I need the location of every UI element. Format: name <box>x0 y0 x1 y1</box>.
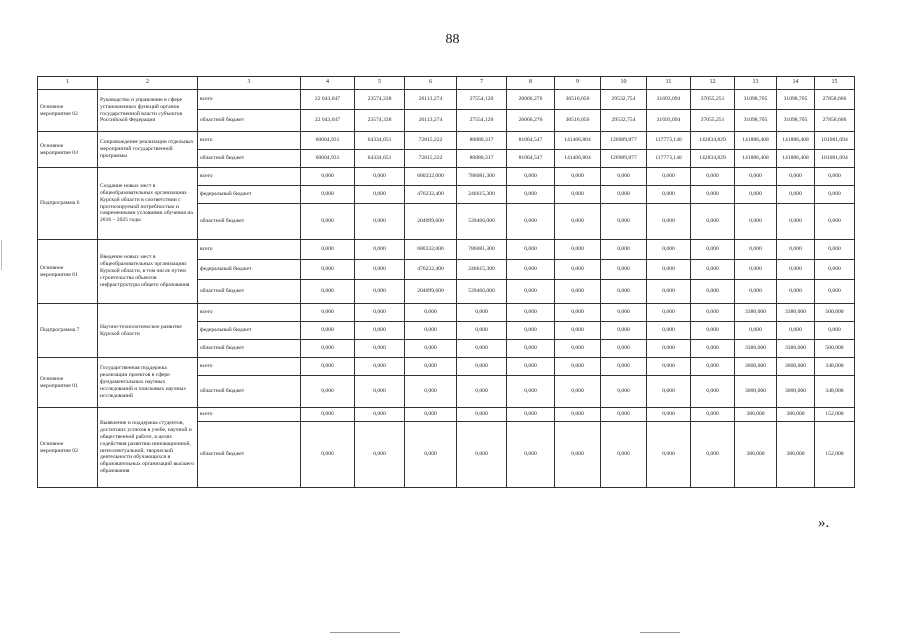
amount-cell: 0,000 <box>815 260 855 280</box>
amount-cell: 80880,317 <box>457 150 507 168</box>
table-row <box>38 168 855 186</box>
amount-cell: 31693,094 <box>647 90 691 110</box>
amount-cell: 64334,651 <box>355 132 405 150</box>
column-header: 14 <box>777 77 815 90</box>
funding-source-cell: всего <box>198 90 301 110</box>
amount-cell: 0,000 <box>601 186 647 204</box>
amount-cell: 500,000 <box>815 304 855 322</box>
amount-cell: 31693,094 <box>647 110 691 132</box>
amount-cell: 27858,606 <box>815 90 855 110</box>
funding-source-cell: областной бюджет <box>198 204 301 240</box>
column-header: 12 <box>691 77 735 90</box>
amount-cell: 0,000 <box>691 260 735 280</box>
amount-cell: 0,000 <box>507 168 555 186</box>
amount-cell: 26066,276 <box>507 110 555 132</box>
amount-cell: 0,000 <box>647 422 691 488</box>
amount-cell: 0,000 <box>735 168 777 186</box>
amount-cell: 27554,120 <box>457 90 507 110</box>
column-header: 5 <box>355 77 405 90</box>
amount-cell: 3000,000 <box>777 376 815 408</box>
amount-cell: 0,000 <box>507 280 555 304</box>
amount-cell: 29532,754 <box>601 90 647 110</box>
amount-cell: 152,000 <box>815 408 855 422</box>
amount-cell: 0,000 <box>301 408 355 422</box>
amount-cell: 0,000 <box>601 408 647 422</box>
amount-cell: 141886,408 <box>735 132 777 150</box>
amount-cell: 0,000 <box>777 322 815 340</box>
amount-cell: 0,000 <box>601 304 647 322</box>
amount-cell: 0,000 <box>355 322 405 340</box>
amount-cell: 0,000 <box>301 376 355 408</box>
amount-cell: 3380,000 <box>777 304 815 322</box>
amount-cell: 0,000 <box>301 168 355 186</box>
amount-cell: 0,000 <box>601 280 647 304</box>
amount-cell: 0,000 <box>301 186 355 204</box>
program-name-cell: Основное мероприятие 02 <box>38 90 98 132</box>
amount-cell: 0,000 <box>457 304 507 322</box>
funding-source-cell: всего <box>198 408 301 422</box>
amount-cell: 0,000 <box>507 340 555 358</box>
amount-cell: 26066,276 <box>507 90 555 110</box>
amount-cell: 0,000 <box>777 186 815 204</box>
amount-cell: 348,000 <box>815 376 855 408</box>
amount-cell: 0,000 <box>555 376 601 408</box>
amount-cell: 0,000 <box>647 186 691 204</box>
amount-cell: 31098,705 <box>735 90 777 110</box>
amount-cell: 0,000 <box>691 376 735 408</box>
amount-cell: 152,000 <box>815 422 855 488</box>
amount-cell: 0,000 <box>815 204 855 240</box>
amount-cell: 142834,829 <box>691 132 735 150</box>
amount-cell: 0,000 <box>355 340 405 358</box>
amount-cell: 126989,877 <box>601 150 647 168</box>
column-header: 8 <box>507 77 555 90</box>
financing-table <box>37 76 855 488</box>
amount-cell: 0,000 <box>555 186 601 204</box>
column-header: 10 <box>601 77 647 90</box>
amount-cell: 0,000 <box>691 304 735 322</box>
amount-cell: 0,000 <box>647 304 691 322</box>
program-description-cell: Государственная поддержка реализации проектов в сфере фундаментальных научных исследований и поисковых научных исследований <box>98 358 198 408</box>
amount-cell: 380,000 <box>777 408 815 422</box>
amount-cell: 101081,094 <box>815 132 855 150</box>
table-row <box>38 358 855 376</box>
amount-cell: 0,000 <box>691 358 735 376</box>
funding-source-cell: областной бюджет <box>198 340 301 358</box>
amount-cell: 0,000 <box>355 204 405 240</box>
column-header: 11 <box>647 77 691 90</box>
amount-cell: 31098,705 <box>735 110 777 132</box>
amount-cell: 0,000 <box>555 408 601 422</box>
amount-cell: 72815,222 <box>405 132 457 150</box>
amount-cell: 0,000 <box>815 186 855 204</box>
amount-cell: 0,000 <box>647 260 691 280</box>
amount-cell: 0,000 <box>601 376 647 408</box>
funding-source-cell: всего <box>198 304 301 322</box>
funding-source-cell: областной бюджет <box>198 422 301 488</box>
amount-cell: 117773,140 <box>647 132 691 150</box>
amount-cell: 3380,000 <box>777 340 815 358</box>
amount-cell: 0,000 <box>507 358 555 376</box>
column-header: 7 <box>457 77 507 90</box>
amount-cell: 0,000 <box>355 280 405 304</box>
amount-cell: 0,000 <box>735 240 777 260</box>
funding-source-cell: областной бюджет <box>198 110 301 132</box>
program-description-cell: Научно-технологическое развитие Курской области <box>98 304 198 358</box>
column-header: 3 <box>198 77 301 90</box>
amount-cell: 23574,338 <box>355 90 405 110</box>
funding-source-cell: федеральный бюджет <box>198 186 301 204</box>
amount-cell: 0,000 <box>555 322 601 340</box>
amount-cell: 246615,300 <box>457 260 507 280</box>
amount-cell: 141886,408 <box>777 132 815 150</box>
table-body <box>38 90 855 488</box>
amount-cell: 142834,829 <box>691 150 735 168</box>
amount-cell: 0,000 <box>647 408 691 422</box>
amount-cell: 126989,877 <box>601 132 647 150</box>
amount-cell: 0,000 <box>735 204 777 240</box>
amount-cell: 0,000 <box>457 376 507 408</box>
amount-cell: 60604,931 <box>301 132 355 150</box>
amount-cell: 786081,300 <box>457 168 507 186</box>
amount-cell: 0,000 <box>301 322 355 340</box>
amount-cell: 0,000 <box>647 340 691 358</box>
amount-cell: 539466,000 <box>457 280 507 304</box>
scan-artifact <box>330 632 400 633</box>
column-header: 15 <box>815 77 855 90</box>
amount-cell: 0,000 <box>301 304 355 322</box>
amount-cell: 0,000 <box>691 322 735 340</box>
funding-source-cell: всего <box>198 132 301 150</box>
amount-cell: 0,000 <box>405 340 457 358</box>
amount-cell: 0,000 <box>355 358 405 376</box>
amount-cell: 0,000 <box>355 260 405 280</box>
amount-cell: 0,000 <box>301 280 355 304</box>
amount-cell: 30516,056 <box>555 90 601 110</box>
amount-cell: 0,000 <box>355 240 405 260</box>
amount-cell: 0,000 <box>301 260 355 280</box>
amount-cell: 30516,056 <box>555 110 601 132</box>
amount-cell: 0,000 <box>601 340 647 358</box>
amount-cell: 3380,000 <box>735 340 777 358</box>
program-name-cell: Подпрограмма 6 <box>38 168 98 240</box>
closing-quote: ». <box>818 515 830 531</box>
table-row <box>38 304 855 322</box>
amount-cell: 0,000 <box>815 240 855 260</box>
amount-cell: 0,000 <box>555 260 601 280</box>
amount-cell: 60604,931 <box>301 150 355 168</box>
amount-cell: 680332,000 <box>405 168 457 186</box>
amount-cell: 0,000 <box>601 240 647 260</box>
amount-cell: 0,000 <box>555 358 601 376</box>
amount-cell: 3000,000 <box>735 358 777 376</box>
amount-cell: 0,000 <box>355 376 405 408</box>
amount-cell: 0,000 <box>691 168 735 186</box>
amount-cell: 72815,222 <box>405 150 457 168</box>
amount-cell: 0,000 <box>647 240 691 260</box>
amount-cell: 0,000 <box>555 240 601 260</box>
amount-cell: 0,000 <box>691 186 735 204</box>
scan-artifact <box>640 632 680 633</box>
funding-source-cell: федеральный бюджет <box>198 260 301 280</box>
amount-cell: 0,000 <box>457 322 507 340</box>
amount-cell: 0,000 <box>777 280 815 304</box>
amount-cell: 0,000 <box>555 304 601 322</box>
amount-cell: 0,000 <box>647 376 691 408</box>
amount-cell: 0,000 <box>301 204 355 240</box>
amount-cell: 0,000 <box>735 322 777 340</box>
funding-source-cell: всего <box>198 240 301 260</box>
amount-cell: 204099,600 <box>405 280 457 304</box>
amount-cell: 0,000 <box>507 260 555 280</box>
amount-cell: 0,000 <box>355 168 405 186</box>
amount-cell: 500,000 <box>815 340 855 358</box>
amount-cell: 0,000 <box>735 186 777 204</box>
funding-source-cell: областной бюджет <box>198 376 301 408</box>
program-name-cell: Основное мероприятие 01 <box>38 358 98 408</box>
amount-cell: 380,000 <box>735 408 777 422</box>
amount-cell: 0,000 <box>691 240 735 260</box>
amount-cell: 0,000 <box>647 204 691 240</box>
amount-cell: 0,000 <box>405 304 457 322</box>
program-name-cell: Основное мероприятие 03 <box>38 132 98 168</box>
amount-cell: 0,000 <box>355 408 405 422</box>
amount-cell: 0,000 <box>555 280 601 304</box>
amount-cell: 0,000 <box>507 322 555 340</box>
amount-cell: 29532,754 <box>601 110 647 132</box>
amount-cell: 0,000 <box>815 168 855 186</box>
amount-cell: 0,000 <box>301 240 355 260</box>
amount-cell: 246615,300 <box>457 186 507 204</box>
page-number: 88 <box>445 32 460 47</box>
amount-cell: 22 043,047 <box>301 110 355 132</box>
amount-cell: 0,000 <box>507 304 555 322</box>
amount-cell: 0,000 <box>647 280 691 304</box>
amount-cell: 0,000 <box>601 422 647 488</box>
amount-cell: 101081,094 <box>815 150 855 168</box>
program-description-cell: Введение новых мест в общеобразовательных организациях Курской области, в том числе путем строительства объектов инфраструктуры общего образования <box>98 240 198 304</box>
amount-cell: 0,000 <box>691 422 735 488</box>
amount-cell: 80880,317 <box>457 132 507 150</box>
table-row <box>38 132 855 150</box>
amount-cell: 0,000 <box>301 422 355 488</box>
amount-cell: 37055,251 <box>691 110 735 132</box>
column-header: 9 <box>555 77 601 90</box>
amount-cell: 0,000 <box>555 340 601 358</box>
amount-cell: 3000,000 <box>735 376 777 408</box>
amount-cell: 26113,274 <box>405 90 457 110</box>
amount-cell: 0,000 <box>815 322 855 340</box>
amount-cell: 22 043,047 <box>301 90 355 110</box>
amount-cell: 141886,408 <box>735 150 777 168</box>
scan-artifact <box>1 240 2 270</box>
amount-cell: 0,000 <box>457 358 507 376</box>
funding-source-cell: федеральный бюджет <box>198 322 301 340</box>
amount-cell: 0,000 <box>691 408 735 422</box>
amount-cell: 0,000 <box>777 260 815 280</box>
program-description-cell: Руководство и управление в сфере установленных функций органов государственной власти субъектов Российской Федерации <box>98 90 198 132</box>
amount-cell: 204099,600 <box>405 204 457 240</box>
amount-cell: 0,000 <box>601 322 647 340</box>
amount-cell: 0,000 <box>691 280 735 304</box>
amount-cell: 0,000 <box>777 240 815 260</box>
program-name-cell: Основное мероприятие 02 <box>38 408 98 488</box>
amount-cell: 141406,804 <box>555 150 601 168</box>
amount-cell: 0,000 <box>507 240 555 260</box>
program-description-cell: Сопровождение реализации отдельных мероприятий государственной программы <box>98 132 198 168</box>
amount-cell: 0,000 <box>647 322 691 340</box>
amount-cell: 0,000 <box>405 322 457 340</box>
amount-cell: 0,000 <box>777 204 815 240</box>
amount-cell: 0,000 <box>507 422 555 488</box>
amount-cell: 539466,000 <box>457 204 507 240</box>
amount-cell: 476232,400 <box>405 260 457 280</box>
funding-source-cell: областной бюджет <box>198 280 301 304</box>
amount-cell: 64334,651 <box>355 150 405 168</box>
table-header-row <box>38 77 855 90</box>
amount-cell: 786081,300 <box>457 240 507 260</box>
amount-cell: 3380,000 <box>735 304 777 322</box>
amount-cell: 0,000 <box>555 168 601 186</box>
amount-cell: 0,000 <box>647 168 691 186</box>
column-header: 1 <box>38 77 98 90</box>
column-header: 13 <box>735 77 777 90</box>
amount-cell: 0,000 <box>691 204 735 240</box>
amount-cell: 0,000 <box>457 408 507 422</box>
amount-cell: 0,000 <box>555 422 601 488</box>
amount-cell: 81064,547 <box>507 132 555 150</box>
program-name-cell: Подпрограмма 7 <box>38 304 98 358</box>
amount-cell: 0,000 <box>601 358 647 376</box>
amount-cell: 0,000 <box>301 358 355 376</box>
amount-cell: 348,000 <box>815 358 855 376</box>
amount-cell: 3000,000 <box>777 358 815 376</box>
amount-cell: 380,000 <box>735 422 777 488</box>
amount-cell: 26113,274 <box>405 110 457 132</box>
funding-source-cell: всего <box>198 358 301 376</box>
amount-cell: 476232,400 <box>405 186 457 204</box>
amount-cell: 0,000 <box>601 168 647 186</box>
amount-cell: 380,000 <box>777 422 815 488</box>
amount-cell: 0,000 <box>405 358 457 376</box>
amount-cell: 0,000 <box>301 340 355 358</box>
funding-source-cell: всего <box>198 168 301 186</box>
amount-cell: 0,000 <box>507 376 555 408</box>
amount-cell: 0,000 <box>457 422 507 488</box>
amount-cell: 0,000 <box>507 204 555 240</box>
amount-cell: 117773,140 <box>647 150 691 168</box>
amount-cell: 0,000 <box>815 280 855 304</box>
column-header: 2 <box>98 77 198 90</box>
amount-cell: 0,000 <box>507 408 555 422</box>
amount-cell: 27858,606 <box>815 110 855 132</box>
program-description-cell: Создание новых мест в общеобразовательных организациях Курской области в соответствии с прогнозируемой потребностью и современными условиями обучения на 2016 – 2025 годы <box>98 168 198 240</box>
funding-source-cell: областной бюджет <box>198 150 301 168</box>
amount-cell: 0,000 <box>601 204 647 240</box>
program-name-cell: Основное мероприятие 01 <box>38 240 98 304</box>
amount-cell: 0,000 <box>601 260 647 280</box>
amount-cell: 31098,705 <box>777 90 815 110</box>
table-row <box>38 240 855 260</box>
column-header: 4 <box>301 77 355 90</box>
amount-cell: 0,000 <box>507 186 555 204</box>
amount-cell: 81064,547 <box>507 150 555 168</box>
table-row <box>38 408 855 422</box>
amount-cell: 141406,804 <box>555 132 601 150</box>
amount-cell: 680332,000 <box>405 240 457 260</box>
amount-cell: 37055,251 <box>691 90 735 110</box>
amount-cell: 0,000 <box>405 376 457 408</box>
column-header: 6 <box>405 77 457 90</box>
table-row <box>38 90 855 110</box>
amount-cell: 0,000 <box>405 422 457 488</box>
amount-cell: 0,000 <box>555 204 601 240</box>
amount-cell: 27554,120 <box>457 110 507 132</box>
amount-cell: 0,000 <box>355 304 405 322</box>
amount-cell: 0,000 <box>457 340 507 358</box>
amount-cell: 0,000 <box>735 260 777 280</box>
amount-cell: 31098,705 <box>777 110 815 132</box>
program-description-cell: Выявление и поддержка студентов, достигших успехов в учебе, научной и общественной работе, в целях содействия развитию инновационной, интеллектуальной, творческой деятельности обучающихся в образовательных организаций высшего образования <box>98 408 198 488</box>
amount-cell: 0,000 <box>735 280 777 304</box>
amount-cell: 141886,408 <box>777 150 815 168</box>
amount-cell: 0,000 <box>777 168 815 186</box>
amount-cell: 0,000 <box>691 340 735 358</box>
amount-cell: 0,000 <box>405 408 457 422</box>
amount-cell: 0,000 <box>647 358 691 376</box>
amount-cell: 0,000 <box>355 186 405 204</box>
amount-cell: 0,000 <box>355 422 405 488</box>
amount-cell: 23574,338 <box>355 110 405 132</box>
